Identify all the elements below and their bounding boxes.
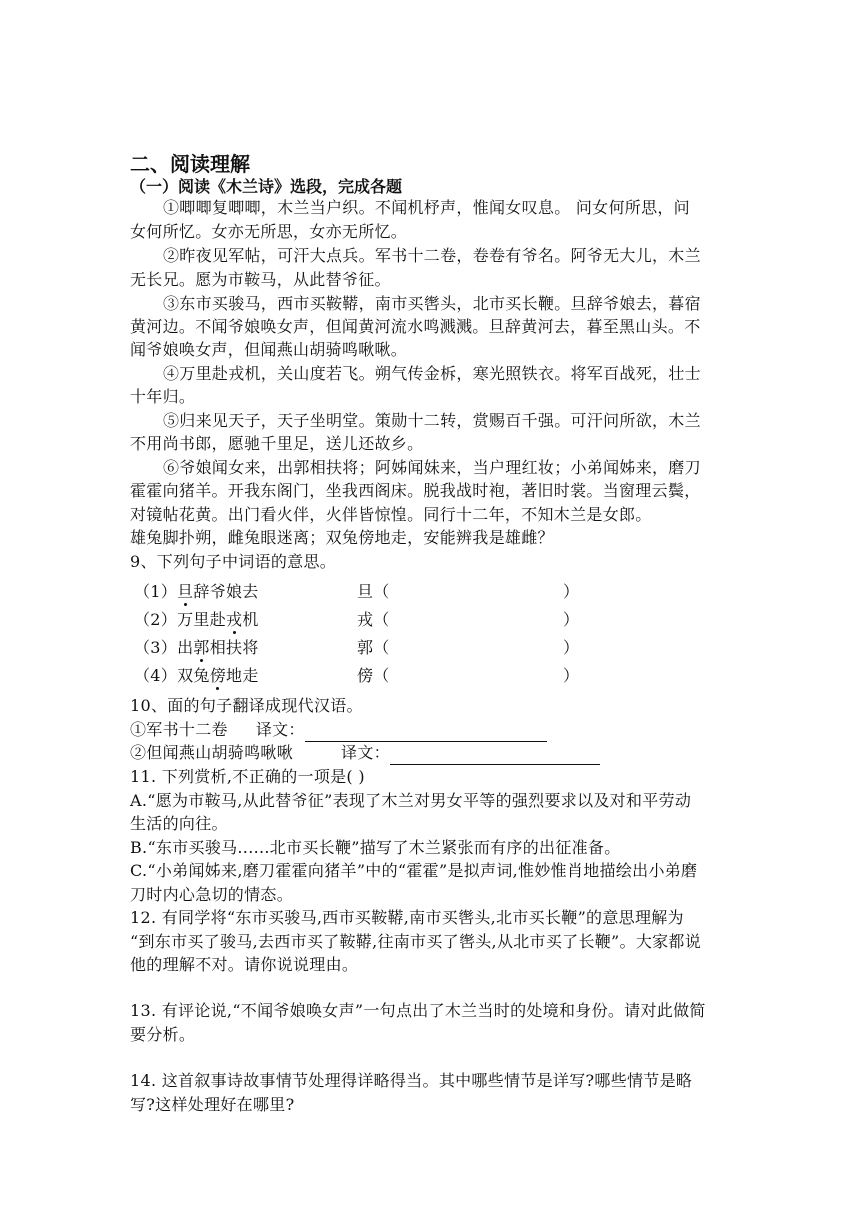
q9-item-3-word: 郭（: [357, 638, 390, 657]
poem-line: ⑤归来见天子，天子坐明堂。策勋十二转，赏赐百千强。可汗问所欲，木兰: [163, 411, 701, 430]
poem-line: 黄河边。不闻爷娘唤女声，但闻黄河流水鸣溅溅。旦辞黄河去，暮至黑山头。不: [130, 317, 701, 336]
poem-line: 无长兄。愿为市鞍马，从此替爷征。: [130, 270, 391, 289]
poem-line: 霍霍向猪羊。开我东阁门，坐我西阁床。脱我战时袍，著旧时裳。当窗理云鬓，: [130, 481, 701, 500]
poem-line: 十年归。: [130, 387, 196, 406]
emphasis-dot-char: 傍: [209, 666, 227, 685]
q10-prompt: 10、面的句子翻译成现代汉语。: [130, 696, 363, 715]
q9-item-2-word: 戎（: [357, 610, 390, 629]
q14-line: 14. 这首叙事诗故事情节处理得详略得当。其中哪些情节是详写?哪些情节是略: [130, 1071, 693, 1090]
poem-line: ③东市买骏马，西市买鞍鞯，南市买辔头，北市买长鞭。旦辞爷娘去，暮宿: [163, 294, 701, 313]
q11-option-c-cont: 刀时内心急切的情态。: [130, 885, 294, 904]
answer-line[interactable]: [390, 746, 600, 765]
answer-line[interactable]: [305, 723, 547, 742]
q11-option-a-cont: 生活的向往。: [130, 814, 228, 833]
q9-item-3-close: ）: [563, 638, 580, 657]
q13-line: 要分析。: [130, 1025, 196, 1044]
q12-line: “到东市买了骏马,去西市买了鞍鞯,往南市买了辔头,从北市买了长鞭”。大家都说: [130, 932, 702, 951]
poem-line: 对镜帖花黄。出门看火伴，火伴皆惊惶。同行十二年，不知木兰是女郎。: [130, 505, 652, 524]
poem-line: ②昨夜见军帖，可汗大点兵。军书十二卷，卷卷有爷名。阿爷无大儿，木兰: [163, 246, 701, 265]
q10-item-1: ①军书十二卷 译文：: [130, 718, 547, 742]
q9-item-1: （1）旦辞爷娘去: [134, 582, 259, 601]
q14-line: 写?这样处理好在哪里?: [130, 1095, 295, 1114]
poem-line: 不用尚书郎，愿驰千里足，送儿还故乡。: [130, 434, 424, 453]
q9-item-1-word: 旦（: [357, 582, 390, 601]
emphasis-dot-char: 郭: [193, 638, 210, 657]
q9-item-3: （3）出郭相扶将: [134, 638, 259, 657]
part-title: （一）阅读《木兰诗》选段，完成各题: [130, 177, 403, 196]
poem-line: ①唧唧复唧唧，木兰当户织。不闻机杼声，惟闻女叹息。 问女何所思，问: [163, 198, 690, 217]
q12-line: 他的理解不对。请你说说理由。: [130, 955, 359, 974]
poem-line: ⑥爷娘闻女来，出郭相扶将；阿姊闻妹来，当户理红妆；小弟闻姊来，磨刀: [163, 458, 701, 477]
poem-line: ④万里赴戎机，关山度若飞。朔气传金柝，寒光照铁衣。将军百战死，壮士: [163, 364, 701, 383]
q9-item-2: （2）万里赴戎机: [134, 610, 259, 629]
q11-option-c: C.“小弟闻姊来,磨刀霍霍向猪羊”中的“霍霍”是拟声词,惟妙惟肖地描绘出小弟磨: [130, 861, 698, 880]
q11-option-a: A.“愿为市鞍马,从此替爷征”表现了木兰对男女平等的强烈要求以及对和平劳动: [130, 791, 692, 810]
poem-line: 女何所忆。女亦无所思，女亦无所忆。: [130, 222, 408, 241]
q10-item-2: ②但闻燕山胡骑鸣啾啾 译文：: [130, 741, 600, 765]
q9-item-4-word: 傍（: [357, 666, 390, 685]
q9-item-2-close: ）: [563, 610, 580, 629]
q12-line: 12. 有同学将“东市买骏马,西市买鞍鞯,南市买辔头,北市买长鞭”的意思理解为: [130, 908, 684, 927]
q9-item-4: （4）双兔傍地走: [134, 666, 259, 685]
q11-option-b: B.“东市买骏马......北市买长鞭”描写了木兰紧张而有序的出征准备。: [130, 838, 621, 857]
emphasis-dot-char: 戎: [226, 610, 243, 629]
emphasis-dot-char: 旦: [177, 582, 194, 601]
q9-prompt: 9、下列句子中词语的意思。: [130, 552, 337, 571]
poem-line: 雄兔脚扑朔，雌兔眼迷离；双兔傍地走，安能辨我是雄雌？: [130, 528, 554, 547]
q9-item-1-close: ）: [563, 582, 580, 601]
poem-line: 闻爷娘唤女声，但闻燕山胡骑鸣啾啾。: [130, 340, 408, 359]
q9-item-4-close: ）: [563, 666, 580, 685]
q11-prompt: 11. 下列赏析,不正确的一项是( ): [130, 767, 365, 786]
section-title: 二、阅读理解: [130, 152, 250, 176]
q13-line: 13. 有评论说,“不闻爷娘唤女声”一句点出了木兰当时的处境和身份。请对此做简: [130, 1001, 706, 1020]
